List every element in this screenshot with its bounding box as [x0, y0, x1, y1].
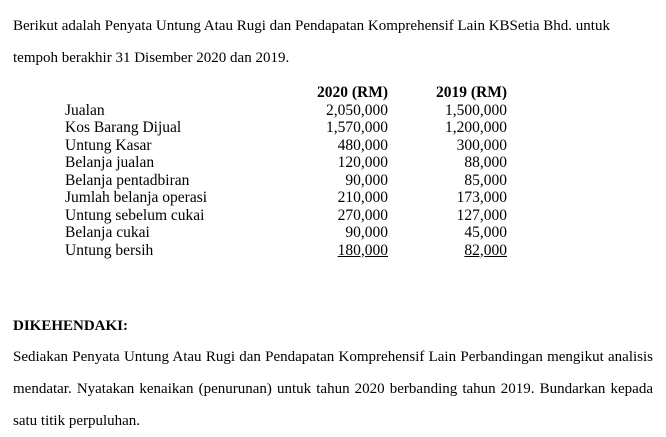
value-2020: 270,000 — [337, 206, 388, 224]
row-label: Jualan — [65, 101, 105, 119]
value-2019: 85,000 — [464, 171, 507, 189]
row-label: Untung sebelum cukai — [65, 206, 205, 224]
row-label: Belanja jualan — [65, 154, 155, 171]
value-2020: 2,050,000 — [326, 101, 388, 119]
value-2019: 45,000 — [464, 224, 507, 241]
value-2019: 88,000 — [464, 154, 507, 171]
row-label: Belanja cukai — [65, 224, 150, 241]
value-2019: 1,500,000 — [445, 101, 507, 119]
instruction-paragraph: Sediakan Penyata Untung Atau Rugi dan Pendapatan Komprehensif Lain Perbandingan mengikut analisis mendatar. Nyatakan kenaikan (penurunan) untuk tahun 2020 berbanding tahun 2019. Bundarkan kepada satu titik perpuluhan. — [13, 349, 653, 429]
value-2020: 90,000 — [345, 224, 388, 241]
net-profit-2019: 82,000 — [464, 241, 507, 259]
value-2019: 127,000 — [456, 206, 507, 224]
row-label: Jumlah belanja operasi — [65, 189, 208, 206]
value-2020: 210,000 — [337, 189, 388, 206]
value-2019: 1,200,000 — [445, 119, 507, 136]
intro-paragraph: Berikut adalah Penyata Untung Atau Rugi dan Pendapatan Komprehensif Lain KBSetia Bhd. untuk tempoh berakhir 31 Disember 2020 dan 2019. — [13, 18, 610, 66]
row-label: Belanja pentadbiran — [65, 171, 190, 189]
requirement-heading: DIKEHENDAKI: — [13, 318, 129, 334]
value-2020: 480,000 — [337, 136, 388, 154]
net-profit-2020: 180,000 — [337, 241, 388, 259]
value-2020: 1,570,000 — [326, 119, 388, 136]
column-header-2020: 2020 (RM) — [316, 84, 388, 101]
value-2020: 90,000 — [345, 171, 388, 189]
column-header-2019: 2019 (RM) — [435, 84, 507, 101]
value-2020: 120,000 — [337, 154, 388, 171]
row-label: Untung bersih — [65, 241, 154, 259]
row-label: Kos Barang Dijual — [65, 119, 182, 136]
value-2019: 173,000 — [456, 189, 507, 206]
row-label: Untung Kasar — [65, 136, 152, 154]
value-2019: 300,000 — [456, 136, 507, 154]
value-2019 — [65, 242, 507, 260]
